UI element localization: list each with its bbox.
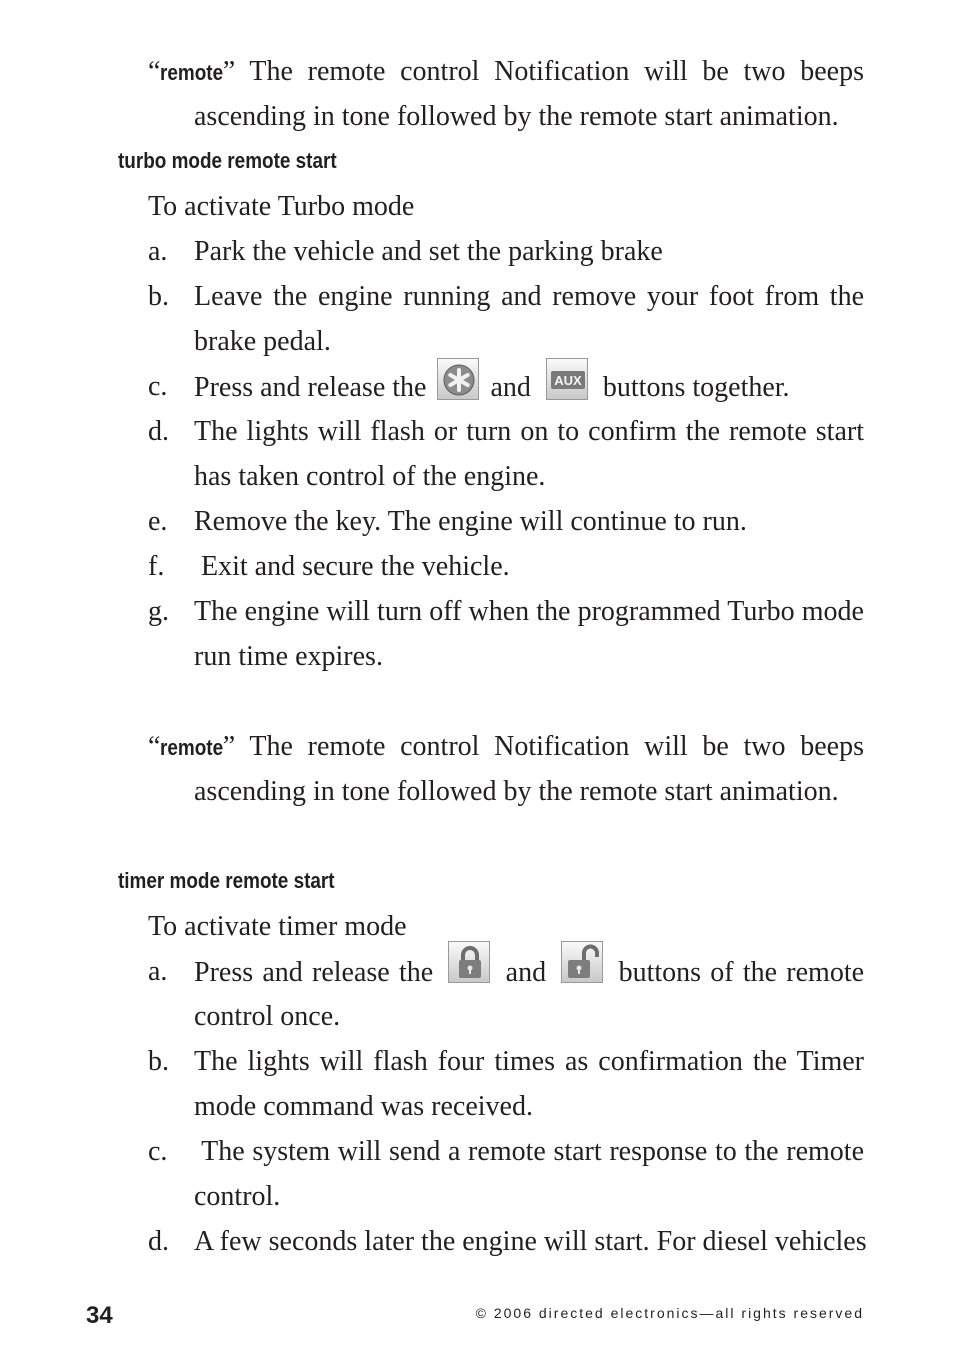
page-number: 34	[86, 1302, 113, 1329]
step-marker: b.	[148, 281, 169, 312]
remote-keyword: remote	[160, 60, 224, 85]
asterisk-button-icon	[437, 358, 479, 400]
step-marker: f.	[148, 551, 165, 582]
step-marker: d.	[148, 416, 169, 447]
svg-text:AUX: AUX	[554, 373, 582, 388]
step-text: brake pedal.	[194, 326, 331, 357]
step-marker: a.	[148, 956, 168, 987]
step-text: Remove the key. The engine will continue to run.	[194, 506, 747, 537]
step-text: run time expires.	[194, 641, 383, 672]
step-text: Press and release the and buttons of the remote	[194, 949, 864, 995]
notification-line-1: “remote” The remote control Notification will be two beeps	[148, 49, 864, 95]
step-marker: d.	[148, 1226, 169, 1257]
unlock-button-icon	[561, 941, 603, 983]
step-text: The lights will flash or turn on to confirm the remote start	[194, 416, 864, 447]
step-text: control.	[194, 1181, 281, 1212]
copyright-notice: © 2006 directed electronics—all rights reserved	[475, 1305, 864, 1321]
step-text: The system will send a remote start response to the remote	[194, 1136, 864, 1167]
step-text: mode command was received.	[194, 1091, 533, 1122]
step-marker: e.	[148, 506, 168, 537]
step-marker: c.	[148, 1136, 168, 1167]
step-marker: a.	[148, 236, 168, 267]
step-text: A few seconds later the engine will start. For diesel vehicles	[194, 1226, 867, 1257]
step-text: Exit and secure the vehicle.	[194, 551, 510, 582]
step-text: Leave the engine running and remove your foot from the	[194, 281, 864, 312]
turbo-intro: To activate Turbo mode	[148, 191, 415, 222]
remote-keyword: remote	[160, 735, 224, 760]
section-heading-turbo: turbo mode remote start	[118, 148, 337, 173]
section-heading-timer: timer mode remote start	[118, 868, 335, 893]
step-text: Park the vehicle and set the parking brake	[194, 236, 663, 267]
step-marker: b.	[148, 1046, 169, 1077]
step-text: The engine will turn off when the programmed Turbo mode	[194, 596, 864, 627]
step-text: Press and release the and AUX buttons together.	[194, 364, 790, 410]
step-text: has taken control of the engine.	[194, 461, 546, 492]
lock-button-icon	[448, 941, 490, 983]
step-text: The lights will flash four times as confirmation the Timer	[194, 1046, 864, 1077]
notification-line-2: ascending in tone followed by the remote start animation.	[194, 101, 839, 132]
timer-intro: To activate timer mode	[148, 911, 407, 942]
notification-line-2: ascending in tone followed by the remote start animation.	[194, 776, 839, 807]
aux-button-icon	[546, 358, 588, 400]
step-marker: c.	[148, 371, 168, 402]
step-text: control once.	[194, 1001, 341, 1032]
notification-line-1: “remote” The remote control Notification will be two beeps	[148, 724, 864, 770]
step-marker: g.	[148, 596, 169, 627]
